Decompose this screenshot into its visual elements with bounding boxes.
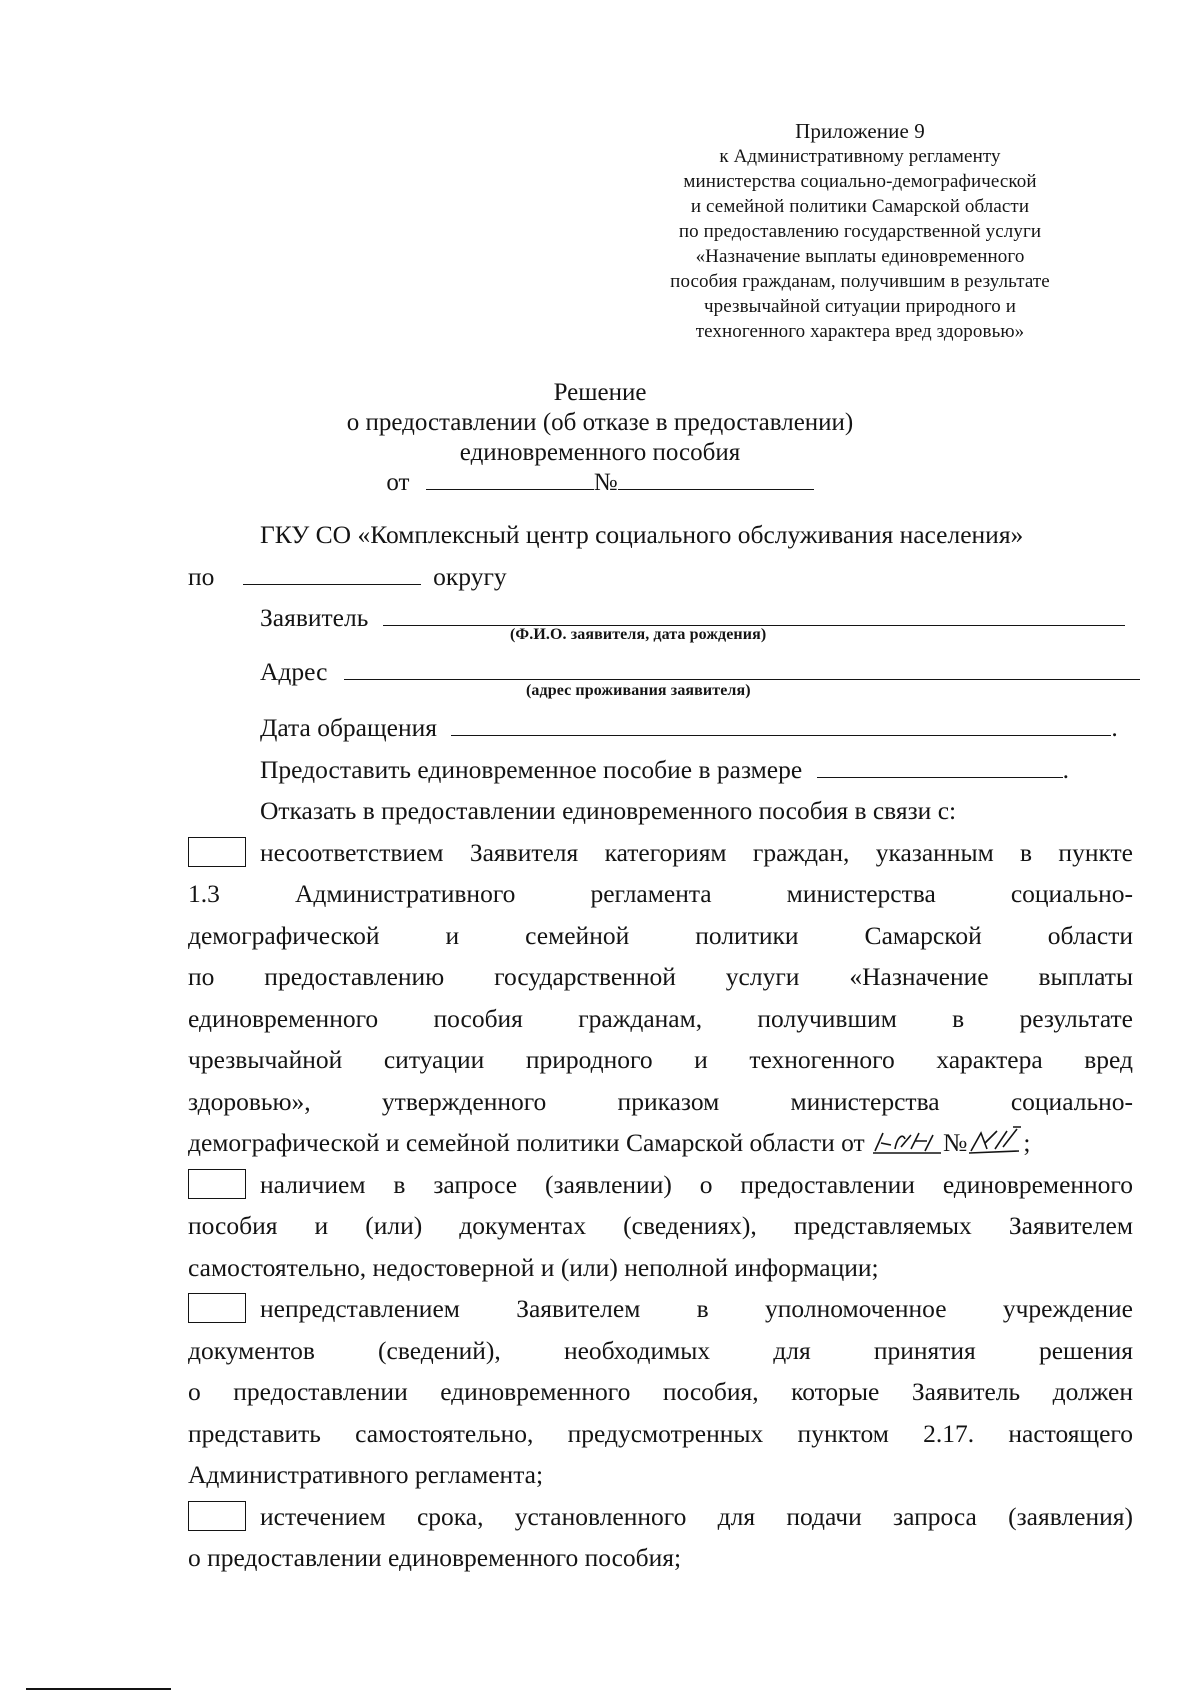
appendix-line: к Административному регламенту	[719, 146, 1001, 167]
decision-subtitle: о предоставлении (об отказе в предоставлении)	[346, 409, 854, 436]
reason-text: истечением срока, установленного для подачи запроса (заявления)	[260, 1501, 1133, 1531]
decision-title-block	[300, 378, 900, 498]
grant-end: .	[1062, 754, 1069, 784]
appendix-line: пособия гражданам, получившим в результате	[670, 271, 1050, 292]
applicant-caption: (Ф.И.О. заявителя, дата рождения)	[510, 626, 767, 643]
reason-3-first-line	[188, 1288, 1133, 1330]
date-end: .	[1111, 713, 1118, 742]
handwritten-date-mark	[871, 1127, 943, 1155]
org-line	[188, 514, 1133, 556]
handwritten-number-mark	[967, 1125, 1023, 1155]
address-line	[188, 651, 1133, 707]
decision-title: Решение	[553, 379, 647, 406]
reason-2-first-line	[188, 1164, 1133, 1206]
reason-line: документов (сведений), необходимых для принятия решения	[188, 1335, 1133, 1365]
applicant-field[interactable]	[383, 603, 1125, 626]
footnote-divider	[26, 1688, 171, 1690]
decision-date-field[interactable]	[426, 469, 594, 490]
reason-text: демографической и семейной политики Самарской области от	[188, 1128, 865, 1157]
refuse-intro-text: Отказать в предоставлении единовременного пособия в связи с:	[260, 796, 957, 825]
number-label: №	[593, 469, 618, 496]
decision-subtitle: единовременного пособия	[459, 439, 741, 466]
district-line	[188, 556, 1133, 598]
reason-end: ;	[1023, 1128, 1031, 1157]
reason-text: несоответствием Заявителя категориям граждан, указанным в пункте	[260, 837, 1133, 867]
reason-line: единовременного пособия гражданам, получившим в результате	[188, 1003, 1133, 1033]
address-label: Адрес	[260, 657, 328, 686]
appendix-header	[600, 118, 1120, 344]
reason-1-last-line	[188, 1122, 1133, 1164]
number-label: №	[943, 1128, 968, 1157]
reason-1-first-line	[188, 832, 1133, 874]
reason-text: непредставлением Заявителем в уполномоченное учреждение	[260, 1294, 1133, 1323]
district-field[interactable]	[243, 562, 421, 585]
from-label: от	[386, 469, 410, 496]
refuse-intro	[188, 790, 1133, 832]
appendix-line: по предоставлению государственной услуги	[678, 221, 1042, 242]
form-body	[188, 514, 1133, 1579]
grant-label: Предоставить единовременное пособие в размере	[260, 754, 803, 784]
reason-1-checkbox[interactable]	[188, 837, 246, 867]
reason-4-checkbox[interactable]	[188, 1501, 246, 1531]
reason-line: о предоставлении единовременного пособия;	[188, 1543, 682, 1572]
reason-text: наличием в запросе (заявлении) о предоставлении единовременного	[260, 1169, 1133, 1199]
reason-3-checkbox[interactable]	[188, 1293, 246, 1323]
appendix-title: Приложение 9	[795, 119, 925, 143]
reason-line: представить самостоятельно, предусмотренных пунктом 2.17. настоящего	[188, 1418, 1133, 1448]
reason-line: по предоставлению государственной услуги «Назначение выплаты	[188, 962, 1133, 991]
appendix-line: чрезвычайной ситуации природного и	[703, 296, 1017, 317]
date-line	[188, 707, 1133, 749]
org-name: ГКУ СО «Комплексный центр социального обслуживания населения»	[260, 520, 1024, 549]
reason-line: здоровью», утвержденного приказом министерства социально-	[188, 1086, 1133, 1116]
reason-2-checkbox[interactable]	[188, 1169, 246, 1199]
applicant-label: Заявитель	[260, 603, 369, 632]
grant-line	[188, 749, 1133, 791]
appendix-line: техногенного характера вред здоровью»	[695, 321, 1025, 342]
reason-line: 1.3 Административного регламента министерства социально-	[188, 879, 1133, 908]
reason-line: демографической и семейной политики Самарской области	[188, 920, 1133, 950]
reason-line: пособия и (или) документах (сведениях), представляемых Заявителем	[188, 1211, 1133, 1240]
reason-line: о предоставлении единовременного пособия, которые Заявитель должен	[188, 1377, 1133, 1406]
appendix-line: «Назначение выплаты единовременного	[695, 246, 1025, 267]
address-caption: (адрес проживания заявителя)	[526, 682, 751, 699]
district-prefix: по	[188, 561, 215, 591]
appendix-line: и семейной политики Самарской области	[690, 196, 1030, 217]
reason-4-first-line	[188, 1496, 1133, 1538]
date-field[interactable]	[451, 713, 1111, 736]
decision-number-field[interactable]	[618, 469, 814, 490]
date-label: Дата обращения	[260, 713, 437, 742]
reason-line: чрезвычайной ситуации природного и техногенного характера вред	[188, 1045, 1133, 1074]
reason-line: самостоятельно, недостоверной и (или) неполной информации;	[188, 1252, 879, 1282]
grant-amount-field[interactable]	[817, 755, 1063, 778]
appendix-line: министерства социально-демографической	[683, 171, 1037, 192]
address-field[interactable]	[344, 657, 1140, 680]
district-suffix: округу	[433, 561, 507, 591]
reason-line: Административного регламента;	[188, 1460, 544, 1489]
decision-number-line	[300, 468, 900, 498]
applicant-line	[188, 597, 1133, 651]
